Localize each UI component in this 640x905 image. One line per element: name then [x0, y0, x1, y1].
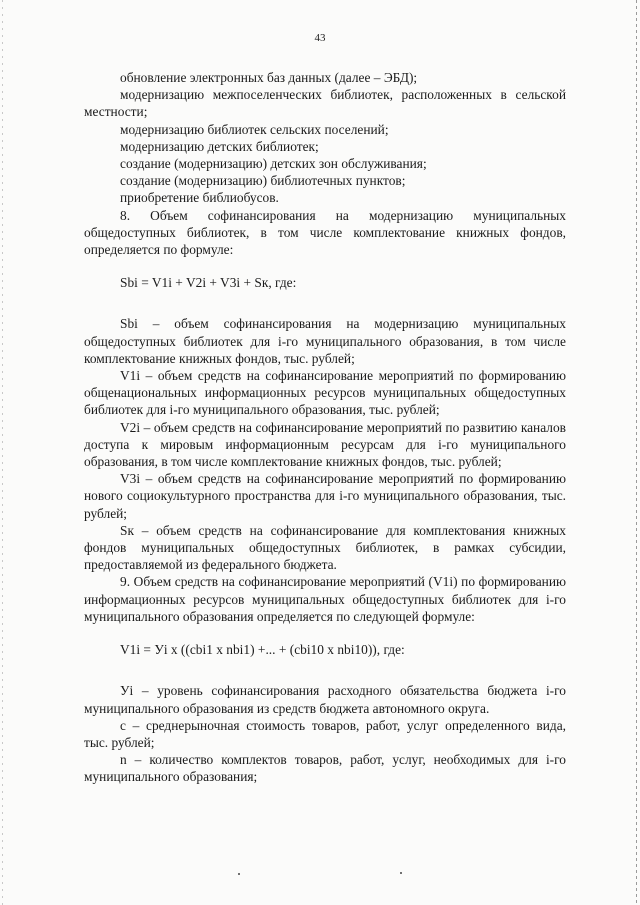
list-item: создание (модернизацию) детских зон обслуживания;: [120, 156, 427, 172]
formula-v1i: V1i = Уi x ((cbi1 x nbi1) +... + (cbi10 x nbi10)), где:: [120, 642, 405, 658]
clause-9: 9. Объем средств на софинансирование мероприятий (V1i) по формированию информационных ресурсов муниципальных общедоступных библиотек для i-го муниципального образования определяется по следующей формуле:: [84, 574, 566, 624]
page-number: 43: [314, 32, 326, 44]
clause-8: 8. Объем софинансирования на модернизацию муниципальных общедоступных библиотек, в том числе комплектование книжных фондов, определяется по формуле:: [84, 207, 566, 258]
definition-sbi: Sbi – объем софинансирования на модернизацию муниципальных общедоступных библиотек для i-го муниципального образования, в том числе комплектование книжных фондов, тыс. рублей;: [84, 316, 566, 366]
definition-c: с – среднерыночная стоимость товаров, работ, услуг определенного вида, тыс. рублей;: [84, 717, 566, 750]
scan-edge-left: [2, 0, 3, 905]
list-item: модернизацию библиотек сельских поселений;: [120, 121, 389, 137]
definition-n: n – количество комплектов товаров, работ, услуг, необходимых для i-го муниципального образования;: [84, 752, 566, 785]
list-item: обновление электронных баз данных (далее – ЭБД);: [120, 70, 418, 85]
list-item: модернизацию межпоселенческих библиотек, расположенных в сельской местности;: [84, 87, 566, 120]
scan-speck: [238, 873, 240, 875]
document-body: [84, 69, 566, 786]
list-item: модернизацию детских библиотек;: [120, 138, 319, 154]
definition-sk: Sк – объем средств на софинансирование для комплектования книжных фондов муниципальных общедоступных библиотек, в рамках субсидии, предоставляемой из федерального бюджета.: [84, 522, 566, 573]
formula-sbi: Sbi = V1i + V2i + V3i + Sк, где:: [120, 275, 297, 291]
definition-yi: Уi – уровень софинансирования расходного обязательства бюджета i-го муниципального образования из средств бюджета автономного округа.: [84, 683, 566, 716]
scan-speck: [400, 872, 402, 874]
definition-v2i: V2i – объем средств на софинансирование мероприятий по развитию каналов доступа к мировым информационным ресурсам для i-го муниципального образования, в том числе комплектование книжных фондов, тыс. рублей;: [84, 419, 566, 470]
list-item: создание (модернизацию) библиотечных пунктов;: [120, 173, 406, 189]
scan-edge-right: [636, 0, 637, 905]
definition-v3i: V3i – объем средств на софинансирование мероприятий по формированию нового социокультурного пространства для i-го муниципального образования, тыс. рублей;: [84, 471, 566, 521]
list-item: приобретение библиобусов.: [120, 190, 279, 206]
definition-v1i: V1i – объем средств на софинансирование мероприятий по формированию общенациональных информационных ресурсов муниципальных общедоступных библиотек для i-го муниципального образования, тыс. рублей;: [84, 368, 566, 418]
